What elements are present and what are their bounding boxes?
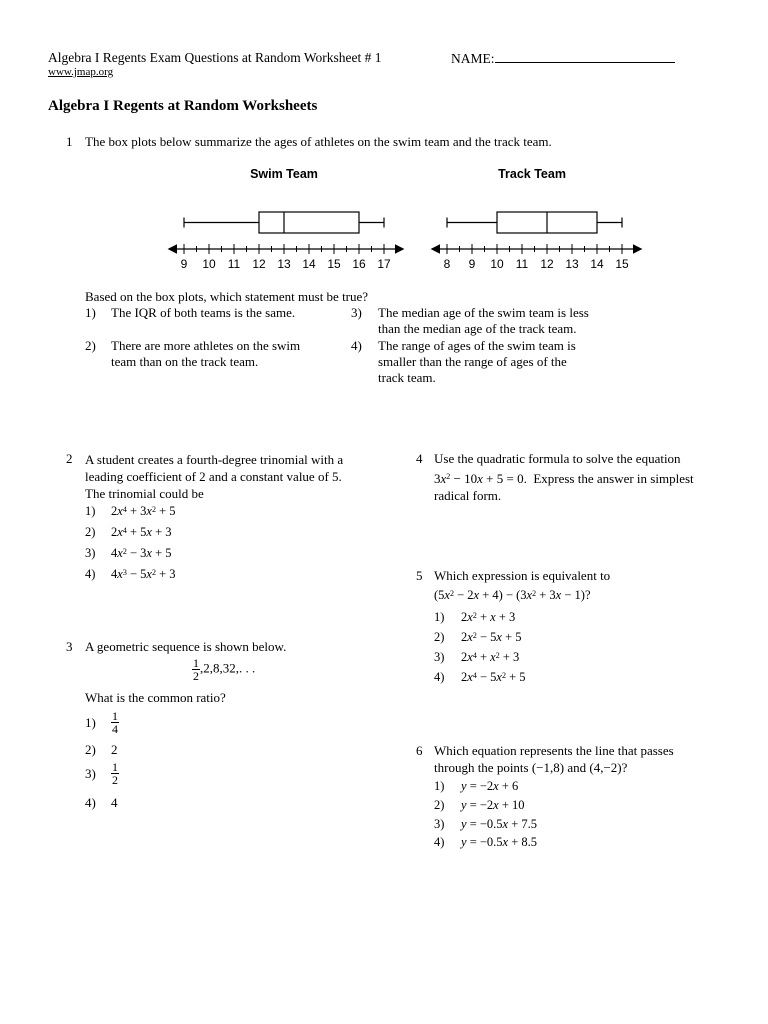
- math-token: x: [146, 525, 152, 539]
- q2-number: 2: [66, 451, 73, 466]
- q1-choice-4[interactable]: [351, 338, 576, 386]
- math-token: + 3: [536, 588, 556, 602]
- math-token: − 10: [450, 471, 478, 486]
- choice-number: 1): [434, 610, 445, 624]
- q3-number: 3: [66, 639, 73, 654]
- sequence-rest: ,2,8,32,. . .: [200, 660, 256, 676]
- math-token: +: [476, 650, 491, 664]
- math-token: + 4) − (3: [479, 588, 527, 602]
- axis-tick-label: 11: [515, 257, 529, 271]
- math-token: y: [461, 779, 467, 793]
- math-token: x: [555, 588, 562, 602]
- q4-line2-tail: Express the answer in simplest: [526, 471, 694, 486]
- q2-prompt: [85, 451, 343, 502]
- q6-number: 6: [416, 743, 423, 758]
- math-token: + 5: [126, 525, 147, 539]
- choice-number: 3): [85, 546, 96, 560]
- math-token: x: [146, 546, 152, 560]
- math-token: + 3: [495, 610, 516, 624]
- choice-number: 1): [85, 504, 96, 518]
- choice-text: track team.: [378, 370, 436, 385]
- math-token: 2: [111, 525, 118, 539]
- q5-expression: [434, 587, 591, 604]
- choice-number: 2): [85, 338, 96, 353]
- axis-tick-label: 14: [590, 257, 604, 271]
- worksheet-title: Algebra I Regents Exam Questions at Random Worksheet # 1: [48, 50, 382, 65]
- math-token: x: [467, 630, 473, 644]
- axis-tick-label: 12: [252, 257, 266, 271]
- q5-choice-3[interactable]: [434, 649, 519, 666]
- choice-number: 3): [434, 817, 445, 831]
- q3-choice-2[interactable]: [85, 742, 118, 758]
- math-token: 4: [122, 526, 127, 535]
- choice-text: 2: [111, 742, 118, 757]
- choice-text: The range of ages of the swim team is: [378, 338, 576, 353]
- math-token: 2: [461, 610, 468, 624]
- q1-question: Based on the box plots, which statement must be true?: [85, 289, 369, 304]
- math-token: + 3: [499, 650, 520, 664]
- math-token: + 5: [501, 630, 522, 644]
- math-token: 2: [446, 472, 451, 481]
- choice-text: The median age of the swim team is less: [378, 305, 589, 320]
- axis-tick-label: 17: [377, 257, 391, 271]
- q2-choice-1[interactable]: [85, 503, 176, 520]
- q6-choice-2[interactable]: [434, 797, 525, 814]
- q4-number: 4: [416, 451, 423, 466]
- q5-choice-2[interactable]: [434, 629, 522, 646]
- math-token: x: [477, 471, 483, 486]
- choice-number: 2): [85, 525, 96, 539]
- math-token: x: [496, 670, 502, 684]
- q6-line1: Which equation represents the line that passes: [434, 743, 674, 758]
- q6-choice-4[interactable]: [434, 834, 537, 851]
- q1-choice-3[interactable]: [351, 305, 589, 337]
- page-heading: Algebra I Regents at Random Worksheets: [48, 98, 318, 114]
- math-token: = −0.5: [466, 835, 503, 849]
- axis-tick-label: 9: [468, 257, 476, 271]
- math-token: − 5: [476, 670, 497, 684]
- choice-math: [461, 817, 537, 831]
- math-token: x: [117, 567, 123, 581]
- q2-choice-4[interactable]: [85, 566, 176, 583]
- choice-number: 4): [434, 670, 445, 684]
- choice-math: [111, 504, 176, 518]
- choice-text: There are more athletes on the swim: [111, 338, 301, 353]
- choice-number: 1): [434, 779, 445, 793]
- math-token: 2: [472, 631, 477, 640]
- math-token: + 3: [126, 504, 147, 518]
- q3-choice-4[interactable]: [85, 795, 118, 811]
- math-token: + 5: [155, 504, 176, 518]
- choice-number: 3): [351, 305, 362, 320]
- choice-math: [461, 610, 515, 624]
- math-token: − 5: [476, 630, 497, 644]
- math-token: − 2: [453, 588, 474, 602]
- math-token: 2: [461, 650, 468, 664]
- math-token: 2: [151, 568, 156, 577]
- website-link[interactable]: www.jmap.org: [48, 66, 114, 78]
- q3-question: What is the common ratio?: [85, 690, 226, 705]
- choice-math: [461, 835, 537, 849]
- math-token: x: [490, 610, 496, 624]
- choice-number: 4): [85, 567, 96, 581]
- math-token: x: [526, 588, 533, 602]
- iqr-box: [259, 212, 359, 233]
- axis-tick-label: 15: [615, 257, 629, 271]
- choice-number: 4): [351, 338, 362, 353]
- math-token: + 10: [498, 798, 525, 812]
- choice-math: [461, 670, 526, 684]
- math-token: 2: [501, 671, 506, 680]
- choice-math: [111, 525, 172, 539]
- q6-choice-1[interactable]: [434, 778, 518, 795]
- math-token: (5: [434, 588, 445, 602]
- math-token: x: [496, 630, 502, 644]
- math-token: 2: [532, 589, 537, 598]
- math-token: y: [461, 798, 467, 812]
- axis-tick-label: 10: [490, 257, 504, 271]
- math-token: x: [146, 567, 152, 581]
- choice-number: 3): [85, 765, 96, 781]
- choice-math: [111, 546, 172, 560]
- q4-equation: [434, 471, 527, 486]
- math-token: x: [493, 779, 499, 793]
- q2-choice-3[interactable]: [85, 545, 172, 562]
- q1-choice-2[interactable]: [85, 338, 300, 370]
- math-token: x: [467, 610, 473, 624]
- choice-number: 2): [434, 798, 445, 812]
- sequence-first-term: $\frac{1}{2}$: [193, 656, 199, 683]
- math-token: x: [117, 504, 123, 518]
- math-token: x: [490, 650, 496, 664]
- choice-number: 3): [434, 650, 445, 664]
- math-token: + 8.5: [508, 835, 538, 849]
- math-token: y: [461, 835, 467, 849]
- math-token: 4: [472, 651, 477, 660]
- math-token: 4: [111, 546, 118, 560]
- math-token: + 5: [151, 546, 172, 560]
- choice-number: 2): [434, 630, 445, 644]
- choice-fraction: $\frac{1}{2}$: [112, 760, 118, 787]
- math-token: x: [502, 817, 509, 831]
- box-plot-title: Track Team: [498, 167, 566, 181]
- math-token: − 3: [126, 546, 147, 560]
- math-token: − 5: [126, 567, 147, 581]
- math-token: 3: [434, 471, 441, 486]
- geometric-sequence: [192, 657, 255, 682]
- math-token: + 3: [155, 567, 176, 581]
- q2-line: leading coefficient of 2 and a constant value of 5.: [85, 469, 342, 484]
- q5-prompt: Which expression is equivalent to: [434, 568, 611, 583]
- math-token: 2: [472, 611, 477, 620]
- math-token: x: [473, 588, 480, 602]
- q3-prompt: A geometric sequence is shown below.: [85, 639, 287, 654]
- math-token: +: [476, 610, 491, 624]
- q4-line3: radical form.: [434, 488, 502, 503]
- q1-prompt: The box plots below summarize the ages of athletes on the swim team and the track team.: [85, 134, 552, 149]
- math-token: = −0.5: [466, 817, 503, 831]
- name-blank[interactable]: [495, 50, 675, 63]
- q4-line2: [434, 471, 694, 487]
- q2-line: A student creates a fourth-degree trinomial with a: [85, 452, 344, 467]
- math-token: 2: [461, 670, 468, 684]
- math-token: x: [493, 798, 499, 812]
- math-token: 4: [122, 505, 127, 514]
- track-team-box-plot: [433, 167, 640, 271]
- q1-choice-1[interactable]: [85, 305, 295, 321]
- q5-choice-1[interactable]: [434, 609, 515, 626]
- math-token: 4: [472, 671, 477, 680]
- axis-tick-label: 14: [302, 257, 316, 271]
- axis-tick-label: 12: [540, 257, 554, 271]
- q3-choice-3[interactable]: [85, 761, 119, 786]
- math-token: = −2: [466, 779, 494, 793]
- math-token: x: [117, 525, 123, 539]
- q2-choice-2[interactable]: [85, 524, 172, 541]
- axis-tick-label: 13: [277, 257, 291, 271]
- choice-number: 4): [434, 835, 445, 849]
- box-plot-title: Swim Team: [250, 167, 318, 181]
- choice-math: [461, 798, 525, 812]
- choice-text: than the median age of the track team.: [378, 321, 577, 336]
- q4-line1: Use the quadratic formula to solve the equation: [434, 451, 681, 466]
- math-token: + 6: [498, 779, 519, 793]
- math-token: + 3: [151, 525, 172, 539]
- axis-tick-label: 11: [227, 257, 241, 271]
- swim-team-box-plot: [170, 167, 402, 271]
- math-token: 2: [461, 630, 468, 644]
- math-token: + 7.5: [508, 817, 538, 831]
- axis-tick-label: 16: [352, 257, 366, 271]
- math-token: x: [440, 471, 447, 486]
- axis-tick-label: 9: [180, 257, 188, 271]
- choice-text: team than on the track team.: [111, 354, 259, 369]
- choice-text: smaller than the range of ages of the: [378, 354, 567, 369]
- name-label-text: NAME:: [451, 51, 495, 66]
- math-token: x: [502, 835, 509, 849]
- axis-tick-label: 15: [327, 257, 341, 271]
- choice-math: [461, 650, 519, 664]
- math-token: 2: [122, 547, 127, 556]
- math-token: 2: [495, 651, 500, 660]
- math-token: x: [444, 588, 450, 602]
- math-token: x: [467, 650, 473, 664]
- choice-text: The IQR of both teams is the same.: [111, 305, 296, 320]
- q5-choice-4[interactable]: [434, 669, 526, 686]
- math-token: 3: [122, 568, 127, 577]
- math-token: x: [467, 670, 473, 684]
- math-token: 2: [449, 589, 454, 598]
- math-token: 2: [151, 505, 156, 514]
- math-token: − 1)?: [561, 588, 591, 602]
- math-token: + 5 = 0.: [482, 471, 527, 486]
- choice-number: 1): [85, 305, 96, 320]
- q5-number: 5: [416, 568, 423, 583]
- math-token: y: [461, 817, 467, 831]
- choice-number: 2): [85, 742, 96, 757]
- axis-tick-label: 13: [565, 257, 579, 271]
- math-token: + 5: [505, 670, 526, 684]
- choice-math: [461, 779, 518, 793]
- choice-number: 1): [85, 714, 96, 730]
- q1-number: 1: [66, 134, 73, 149]
- math-token: 4: [111, 567, 118, 581]
- math-token: x: [146, 504, 152, 518]
- choice-number: 4): [85, 795, 96, 810]
- axis-tick-label: 8: [443, 257, 451, 271]
- math-token: = −2: [466, 798, 494, 812]
- q3-choice-1[interactable]: [85, 710, 119, 735]
- choice-math: [461, 630, 522, 644]
- choice-text: 4: [111, 795, 118, 810]
- math-token: 2: [111, 504, 118, 518]
- choice-math: [111, 567, 176, 581]
- q2-line: The trinomial could be: [85, 486, 204, 501]
- math-token: x: [117, 546, 123, 560]
- choice-fraction: $\frac{1}{4}$: [112, 709, 118, 736]
- q6-line2: through the points (−1,8) and (4,−2)?: [434, 760, 628, 775]
- box-plots-figure: [160, 160, 650, 280]
- name-label: [451, 50, 675, 67]
- q6-choice-3[interactable]: [434, 816, 537, 833]
- axis-tick-label: 10: [202, 257, 216, 271]
